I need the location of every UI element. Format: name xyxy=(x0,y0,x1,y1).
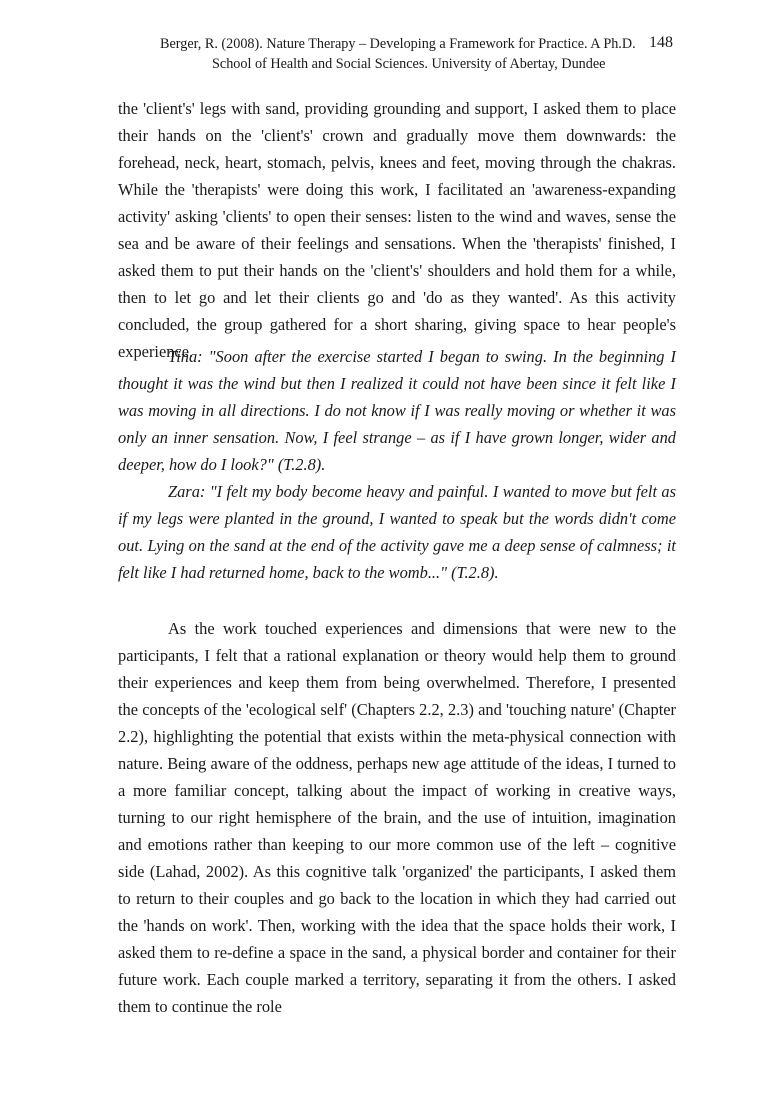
quote-text: Tina: "Soon after the exercise started I began to swing. In the beginning I thought it was the wind but then I realized it could not have been since it felt like I was moving in all directions. I do not know if I was really moving or whether it was only an inner sensation. Now, I feel strange – as if I have grown longer, wider and deeper, how do I look?" (T.2.8). xyxy=(118,347,676,474)
page-number: 148 xyxy=(649,34,673,51)
header-institution: School of Health and Social Sciences. University of Abertay, Dundee xyxy=(212,56,606,72)
paragraph-text: As the work touched experiences and dimensions that were new to the participants, I felt that a rational explanation or theory would help them to ground their experiences and keep them from being overwhelmed. Therefore, I presented the concepts of the 'ecological self' (Chapters 2.2, 2.3) and 'touching nature' (Chapter 2.2), highlighting the potential that exists within the meta-physical connection with nature. Being aware of the oddness, perhaps new age attitude of the ideas, I turned to a more familiar concept, talking about the impact of working in creative ways, turning to our right hemisphere of the brain, and the use of intuition, imagination and emotions rather than keeping to our more common use of the left – cognitive side (Lahad, 2002). As this cognitive talk 'organized' the participants, I asked them to return to their couples and go back to the location in which they had carried out the 'hands on work'. Then, working with the idea that the space holds their work, I asked them to re-define a space in the sand, a physical border and container for their future work. Each couple marked a territory, separating it from the others. I asked them to continue the role xyxy=(118,619,676,1016)
quote-tina xyxy=(118,343,676,478)
body-paragraph-1 xyxy=(118,95,676,365)
body-paragraph-2 xyxy=(118,615,676,1020)
header-citation: Berger, R. (2008). Nature Therapy – Developing a Framework for Practice. A Ph.D. xyxy=(160,36,636,52)
paragraph-text: the 'client's' legs with sand, providing grounding and support, I asked them to place their hands on the 'client's' crown and gradually move them downwards: the forehead, neck, heart, stomach, pelvis, knees and feet, moving through the chakras. While the 'therapists' were doing this work, I facilitated an 'awareness-expanding activity' asking 'clients' to open their senses: listen to the wind and waves, sense the sea and be aware of their feelings and sensations. When the 'therapists' finished, I asked them to put their hands on the 'client's' shoulders and hold them for a while, then to let go and let their clients go and 'do as they wanted'. As this activity concluded, the group gathered for a short sharing, giving space to hear people's experience. xyxy=(118,99,676,361)
quote-text: Zara: "I felt my body become heavy and painful. I wanted to move but felt as if my legs were planted in the ground, I wanted to speak but the words didn't come out. Lying on the sand at the end of the activity gave me a deep sense of calmness; it felt like I had returned home, back to the womb..." (T.2.8). xyxy=(118,482,676,582)
quote-zara xyxy=(118,478,676,586)
